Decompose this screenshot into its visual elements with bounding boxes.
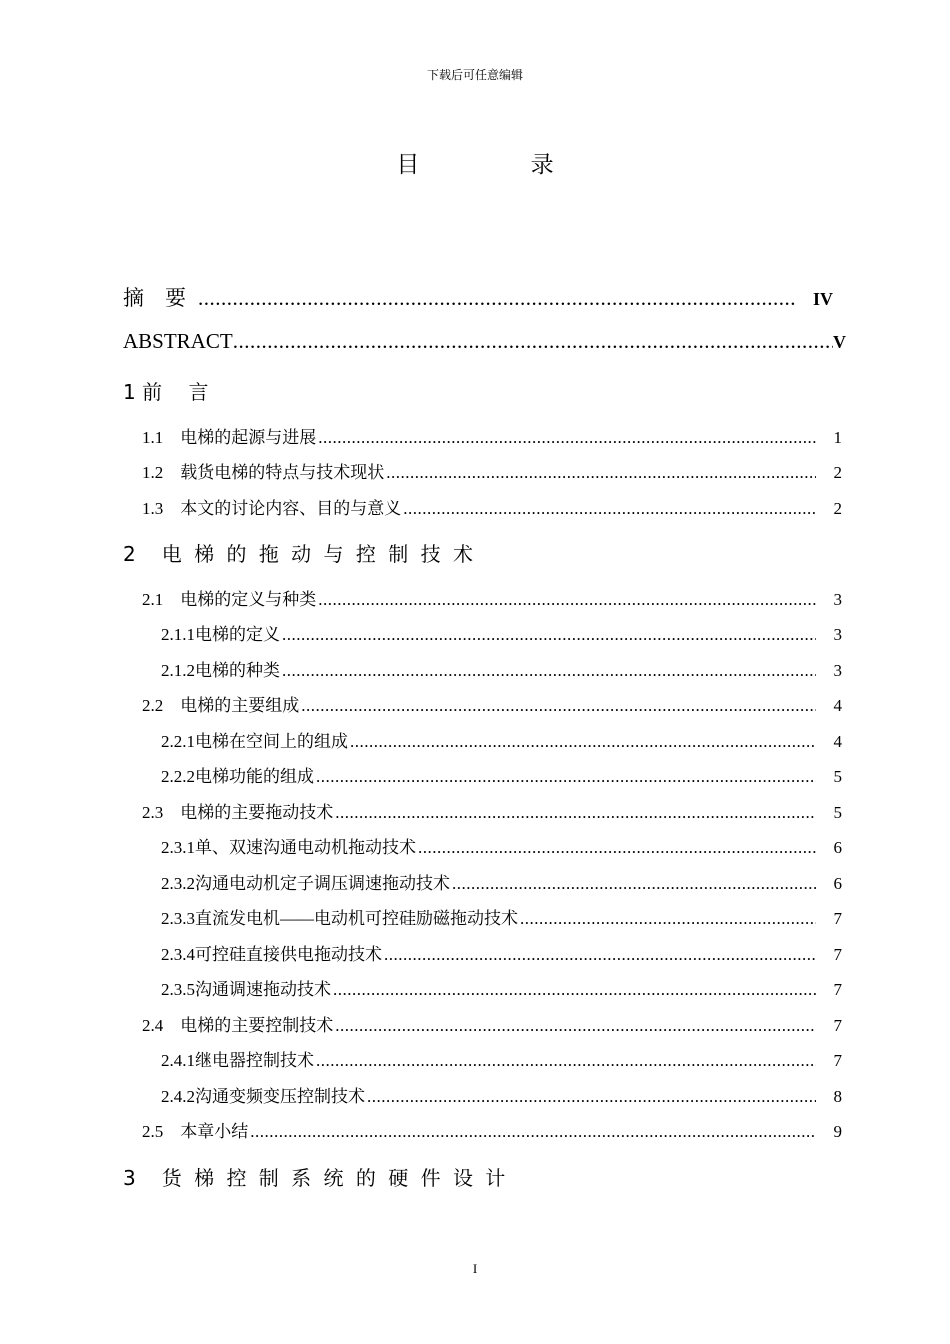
page-title: 目 录	[396, 152, 606, 178]
toc-entry-page: 7	[833, 945, 842, 964]
toc-entry-page: 1	[833, 428, 842, 447]
toc-entry[interactable]	[142, 691, 842, 716]
leader-dots	[384, 945, 816, 965]
toc-entry-page: 8	[833, 1087, 842, 1106]
chapter-heading-1[interactable]: 1 前 言	[123, 380, 209, 404]
leader-dots	[418, 838, 816, 858]
toc-entry-label: 2.3.1单、双速沟通电动机拖动技术	[161, 838, 416, 857]
toc-entry-label: 2.2.1电梯在空间上的组成	[161, 732, 348, 751]
toc-entry-label: 2.2.2电梯功能的组成	[161, 767, 314, 786]
toc-entry-label: ABSTRACT	[123, 329, 233, 353]
page-number: I	[472, 1261, 478, 1276]
toc-entry-page: 4	[833, 696, 842, 715]
header-note: 下载后可任意编辑	[426, 68, 523, 82]
toc-entry-label: 2.4.2沟通变频变压控制技术	[161, 1087, 365, 1106]
toc-entry-page: 7	[833, 1051, 842, 1070]
chapter-heading-3[interactable]: 3 货 梯 控 制 系 统 的 硬 件 设 计	[123, 1166, 509, 1190]
toc-entry-label: 2.4 电梯的主要控制技术	[142, 1016, 334, 1035]
toc-entry-label: 2.5 本章小结	[142, 1122, 249, 1141]
toc-entry-label: 2.3.5沟通调速拖动技术	[161, 980, 331, 999]
toc-entry-page: 2	[833, 499, 842, 518]
leader-dots	[335, 1016, 815, 1036]
toc-entry-page: 7	[833, 909, 842, 928]
toc-entry[interactable]	[161, 904, 842, 929]
leader-dots	[282, 661, 816, 681]
toc-entry-label: 2.3.3直流发电机——电动机可控硅励磁拖动技术	[161, 909, 518, 928]
toc-entry-page: 6	[833, 838, 842, 857]
toc-entry[interactable]	[161, 656, 842, 681]
leader-dots	[318, 428, 815, 448]
toc-entry-page: 4	[833, 732, 842, 751]
toc-entry-label: 1.3 本文的讨论内容、目的与意义	[142, 499, 402, 518]
toc-entry[interactable]	[142, 798, 842, 823]
toc-entry-page: 7	[833, 1016, 842, 1035]
toc-entry[interactable]	[142, 458, 842, 483]
toc-entry-page: 5	[833, 803, 842, 822]
toc-entry-page: IV	[812, 289, 833, 309]
leader-dots	[520, 909, 816, 929]
toc-entry-page: V	[833, 332, 846, 352]
toc-entry[interactable]	[161, 975, 842, 1000]
leader-dots	[367, 1087, 816, 1107]
leader-dots	[282, 625, 816, 645]
toc-entry[interactable]	[161, 727, 842, 752]
toc-entry-page: 3	[833, 590, 842, 609]
toc-entry-page: 7	[833, 980, 842, 999]
toc-entry-label: 1.2 载货电梯的特点与技术现状	[142, 463, 385, 482]
toc-entry-label: 2.1.1电梯的定义	[161, 625, 280, 644]
leader-dots	[318, 590, 815, 610]
toc-entry-page: 3	[833, 625, 842, 644]
toc-entry-label: 2.1 电梯的定义与种类	[142, 590, 317, 609]
toc-entry[interactable]	[161, 869, 842, 894]
leader-dots	[350, 732, 816, 752]
toc-entry-abstract-en[interactable]	[123, 329, 846, 354]
toc-entry[interactable]	[161, 940, 842, 965]
leader-dots	[403, 499, 815, 519]
toc-entry[interactable]	[161, 833, 842, 858]
toc-entry[interactable]	[161, 1046, 842, 1071]
toc-entry-label: 2.3.2沟通电动机定子调压调速拖动技术	[161, 874, 450, 893]
toc-entry-page: 3	[833, 661, 842, 680]
leader-dots	[250, 1122, 815, 1142]
toc-entry-page: 6	[833, 874, 842, 893]
toc-entry-label: 2.4.1继电器控制技术	[161, 1051, 314, 1070]
leader-dots	[233, 329, 833, 354]
toc-entry[interactable]	[142, 1011, 842, 1036]
toc-entry-label: 2.3.4可控硅直接供电拖动技术	[161, 945, 382, 964]
leader-dots	[301, 696, 815, 716]
leader-dots	[198, 286, 797, 311]
leader-dots	[316, 767, 816, 787]
leader-dots	[333, 980, 816, 1000]
toc-entry-label: 2.3 电梯的主要拖动技术	[142, 803, 334, 822]
toc-entry[interactable]	[161, 1082, 842, 1107]
toc-entry-label: 摘 要	[123, 286, 186, 310]
toc-entry[interactable]	[142, 494, 842, 519]
toc-entry[interactable]	[161, 620, 842, 645]
toc-entry-page: 5	[833, 767, 842, 786]
toc-entry-abstract-cn[interactable]	[123, 282, 833, 312]
toc-entry-label: 2.2 电梯的主要组成	[142, 696, 300, 715]
toc-entry[interactable]	[142, 1117, 842, 1142]
toc-entry-label: 2.1.2电梯的种类	[161, 661, 280, 680]
chapter-heading-2[interactable]: 2 电 梯 的 拖 动 与 控 制 技 术	[123, 542, 476, 566]
leader-dots	[316, 1051, 816, 1071]
leader-dots	[386, 463, 815, 483]
toc-entry[interactable]	[142, 585, 842, 610]
leader-dots	[452, 874, 816, 894]
leader-dots	[335, 803, 815, 823]
toc-entry[interactable]	[142, 423, 842, 448]
toc-entry-page: 9	[833, 1122, 842, 1141]
toc-entry-page: 2	[833, 463, 842, 482]
toc-entry-label: 1.1 电梯的起源与进展	[142, 428, 317, 447]
toc-entry[interactable]	[161, 762, 842, 787]
